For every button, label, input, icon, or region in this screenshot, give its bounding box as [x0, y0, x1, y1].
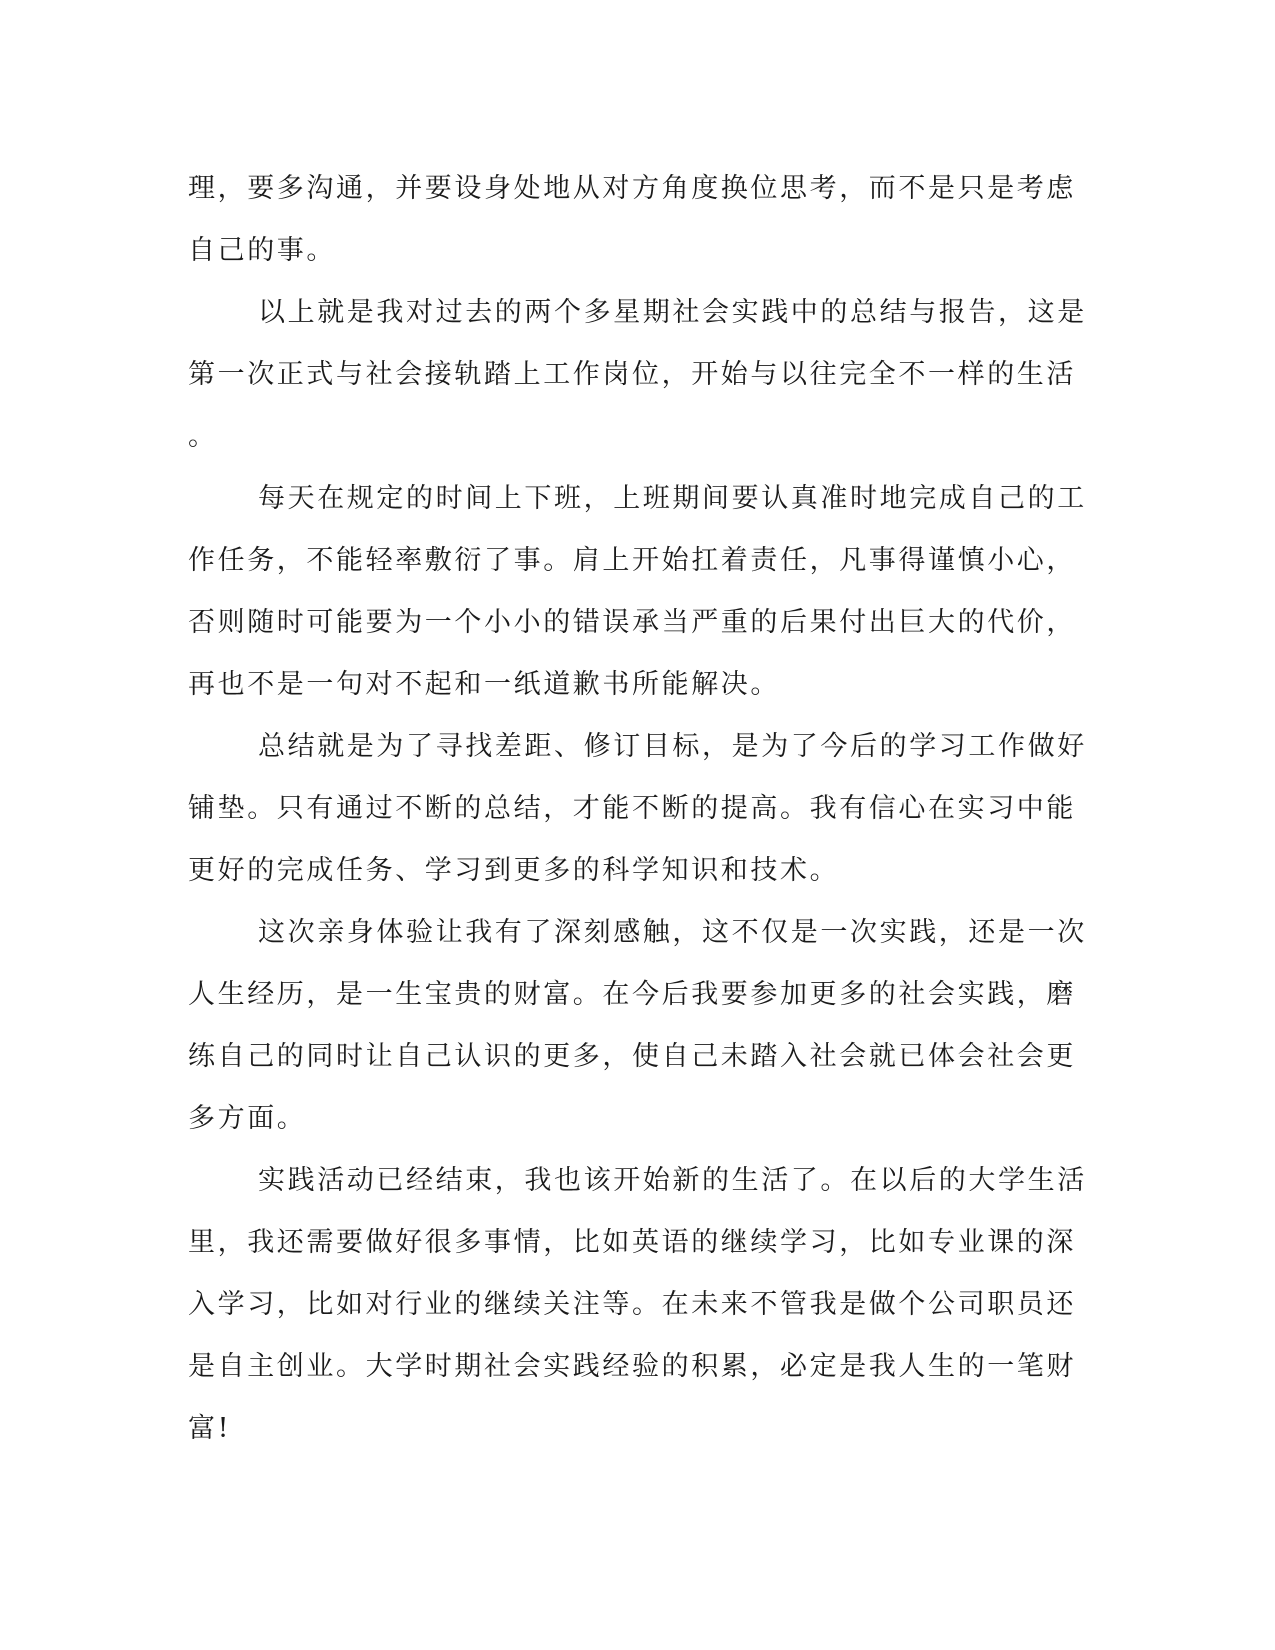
text-line: 作任务，不能轻率敷衍了事。肩上开始扛着责任，凡事得谨慎小心，	[188, 545, 1076, 576]
text-line: 实践活动已经结束，我也该开始新的生活了。在以后的大学生活	[258, 1165, 1087, 1196]
text-line: 是自主创业。大学时期社会实践经验的积累，必定是我人生的一笔财	[188, 1351, 1076, 1382]
text-line: 铺垫。只有通过不断的总结，才能不断的提高。我有信心在实习中能	[188, 793, 1076, 824]
text-line: 理，要多沟通，并要设身处地从对方角度换位思考，而不是只是考虑	[188, 173, 1076, 204]
text-line: 人生经历，是一生宝贵的财富。在今后我要参加更多的社会实践，磨	[188, 979, 1076, 1010]
text-line: 多方面。	[188, 1103, 307, 1134]
text-line: 总结就是为了寻找差距、修订目标，是为了今后的学习工作做好	[258, 731, 1087, 762]
text-line: 里，我还需要做好很多事情，比如英语的继续学习，比如专业课的深	[188, 1227, 1076, 1258]
text-line: 再也不是一句对不起和一纸道歉书所能解决。	[188, 669, 780, 700]
text-line: 第一次正式与社会接轨踏上工作岗位，开始与以往完全不一样的生活	[188, 359, 1076, 390]
text-line: 以上就是我对过去的两个多星期社会实践中的总结与报告，这是	[258, 297, 1087, 328]
document-body	[188, 158, 1087, 1460]
text-line: 这次亲身体验让我有了深刻感触，这不仅是一次实践，还是一次	[258, 917, 1087, 948]
text-line: 练自己的同时让自己认识的更多，使自己未踏入社会就已体会社会更	[188, 1041, 1076, 1072]
text-line: 。	[188, 421, 218, 452]
text-line: 入学习，比如对行业的继续关注等。在未来不管我是做个公司职员还	[188, 1289, 1076, 1320]
text-line: 自己的事。	[188, 235, 336, 266]
text-line: 每天在规定的时间上下班，上班期间要认真准时地完成自己的工	[258, 483, 1087, 514]
text-line: 富!	[188, 1413, 232, 1444]
text-line: 更好的完成任务、学习到更多的科学知识和技术。	[188, 855, 840, 886]
text-line: 否则随时可能要为一个小小的错误承当严重的后果付出巨大的代价，	[188, 607, 1076, 638]
